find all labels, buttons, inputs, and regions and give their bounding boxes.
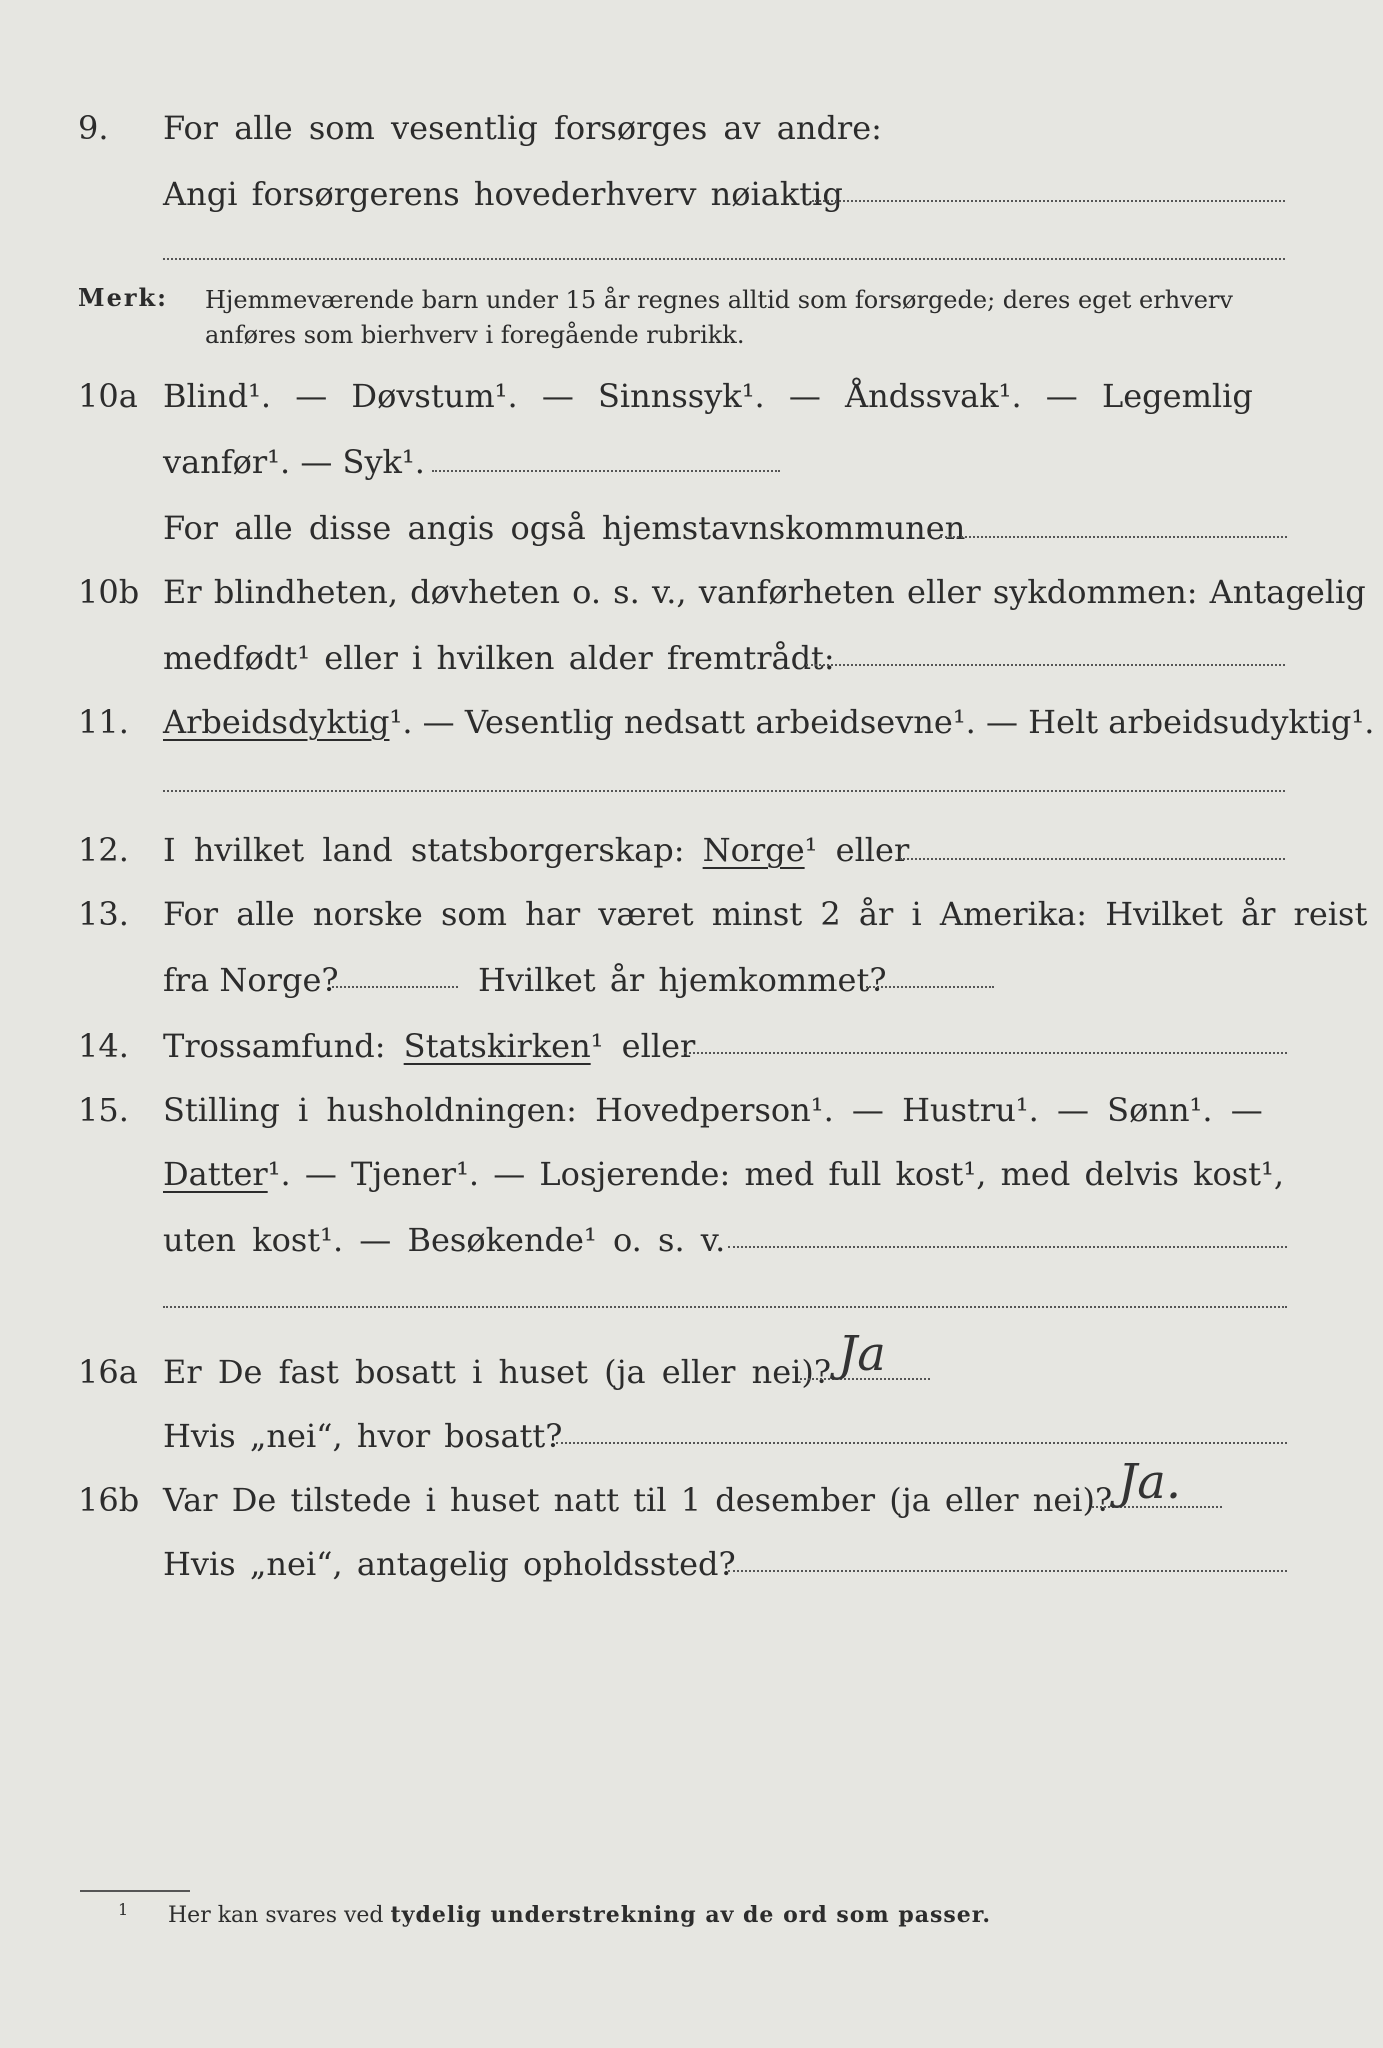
- q15-answer-line-2[interactable]: [163, 1306, 1287, 1308]
- footnote-text: [168, 1902, 991, 1928]
- q11-number: 11.: [78, 703, 129, 741]
- merk-line1: Hjemmeværende barn under 15 år regnes alltid som forsørgede; deres eget erhverv: [205, 286, 1233, 314]
- q16b-handwritten-answer: Ja.: [1118, 1454, 1182, 1510]
- q14-answer-line[interactable]: [684, 1052, 1287, 1054]
- q16b-line2: Hvis „nei“, antagelig opholdssted?: [163, 1545, 736, 1583]
- q16a-handwritten-answer: Ja: [838, 1326, 886, 1382]
- merk-label: Merk:: [78, 283, 168, 312]
- q9-answer-line[interactable]: [812, 200, 1285, 202]
- q16b-number: 16b: [78, 1481, 140, 1519]
- q12-number: 12.: [78, 831, 129, 869]
- q15-number: 15.: [78, 1091, 129, 1129]
- q12-line: [163, 828, 909, 872]
- q15-option-datter[interactable]: Datter: [163, 1155, 268, 1193]
- q16a-number: 16a: [78, 1353, 138, 1391]
- q13-hjemkommet-line[interactable]: [866, 986, 994, 988]
- q16a-bosatt-line[interactable]: [556, 1442, 1287, 1444]
- q15-answer-line[interactable]: [728, 1246, 1287, 1248]
- q14-option-statskirken[interactable]: Statskirken: [403, 1027, 591, 1065]
- q10b-line2: medfødt¹ eller i hvilken alder fremtrådt:: [163, 639, 835, 677]
- q9-line1: For alle som vesentlig forsørges av andre:: [163, 109, 882, 147]
- q10b-answer-line[interactable]: [806, 664, 1285, 666]
- q12-option-norge[interactable]: Norge: [702, 831, 805, 869]
- q14-post: ¹ eller: [590, 1027, 696, 1065]
- q13-number: 13.: [78, 895, 129, 933]
- q13-line2b: Hvilket år hjemkommet?: [478, 961, 887, 999]
- q14-line: [163, 1024, 695, 1068]
- q13-reist-line[interactable]: [332, 986, 458, 988]
- q10b-line1: Er blindheten, døvheten o. s. v., vanførheten eller sykdommen: Antagelig: [163, 573, 1366, 611]
- q16b-opholdssted-line[interactable]: [728, 1570, 1287, 1572]
- q12-pre: I hvilket land statsborgerskap:: [163, 831, 685, 869]
- q14-number: 14.: [78, 1027, 129, 1065]
- q10a-kommune-line[interactable]: [940, 536, 1287, 538]
- q9-number: 9.: [78, 109, 109, 147]
- q16a-line1: Er De fast bosatt i huset (ja eller nei)?: [163, 1353, 832, 1391]
- q13-line2a: fra Norge?: [163, 961, 339, 999]
- q15-line2: [163, 1152, 1284, 1196]
- q10a-line2: vanfør¹. — Syk¹.: [163, 443, 425, 481]
- q12-post: ¹ eller: [804, 831, 910, 869]
- q10b-number: 10b: [78, 573, 140, 611]
- q11-answer-line[interactable]: [163, 790, 1285, 792]
- q11-option-arbeidsdyktig[interactable]: Arbeidsdyktig: [163, 703, 390, 741]
- q9-answer-line-2[interactable]: [163, 258, 1285, 260]
- merk-line2: anføres som bierhverv i foregående rubrikk.: [205, 321, 745, 349]
- q11-line: [163, 700, 1374, 744]
- q13-line1: For alle norske som har været minst 2 år i Amerika: Hvilket år reist: [163, 895, 1368, 933]
- q9-line2: Angi forsørgerens hovederhverv nøiaktig: [163, 175, 843, 213]
- q15-line2-rest: ¹. — Tjener¹. — Losjerende: med full kost¹, med delvis kost¹,: [267, 1155, 1285, 1193]
- q10a-line3: For alle disse angis også hjemstavnskommunen: [163, 509, 966, 547]
- q16a-line2: Hvis „nei“, hvor bosatt?: [163, 1417, 563, 1455]
- q12-answer-line[interactable]: [900, 858, 1285, 860]
- q11-rest: ¹. — Vesentlig nedsatt arbeidsevne¹. — Helt arbeidsudyktig¹.: [389, 703, 1375, 741]
- q14-pre: Trossamfund:: [163, 1027, 386, 1065]
- q10a-number: 10a: [78, 377, 138, 415]
- q15-line3: uten kost¹. — Besøkende¹ o. s. v.: [163, 1221, 726, 1259]
- footnote-pre: Her kan svares ved: [168, 1903, 384, 1928]
- q16b-line1: Var De tilstede i huset natt til 1 desember (ja eller nei)?: [163, 1481, 1113, 1519]
- footnote-bold: tydelig understrekning av de ord som passer.: [390, 1902, 992, 1928]
- footnote-rule: [80, 1890, 190, 1892]
- q10a-answer-line[interactable]: [432, 470, 780, 472]
- q10a-line1: Blind¹. — Døvstum¹. — Sinnssyk¹. — Åndssvak¹. — Legemlig: [163, 377, 1253, 415]
- footnote-mark: 1: [118, 1900, 129, 1919]
- q15-line1: Stilling i husholdningen: Hovedperson¹. — Hustru¹. — Sønn¹. —: [163, 1091, 1263, 1129]
